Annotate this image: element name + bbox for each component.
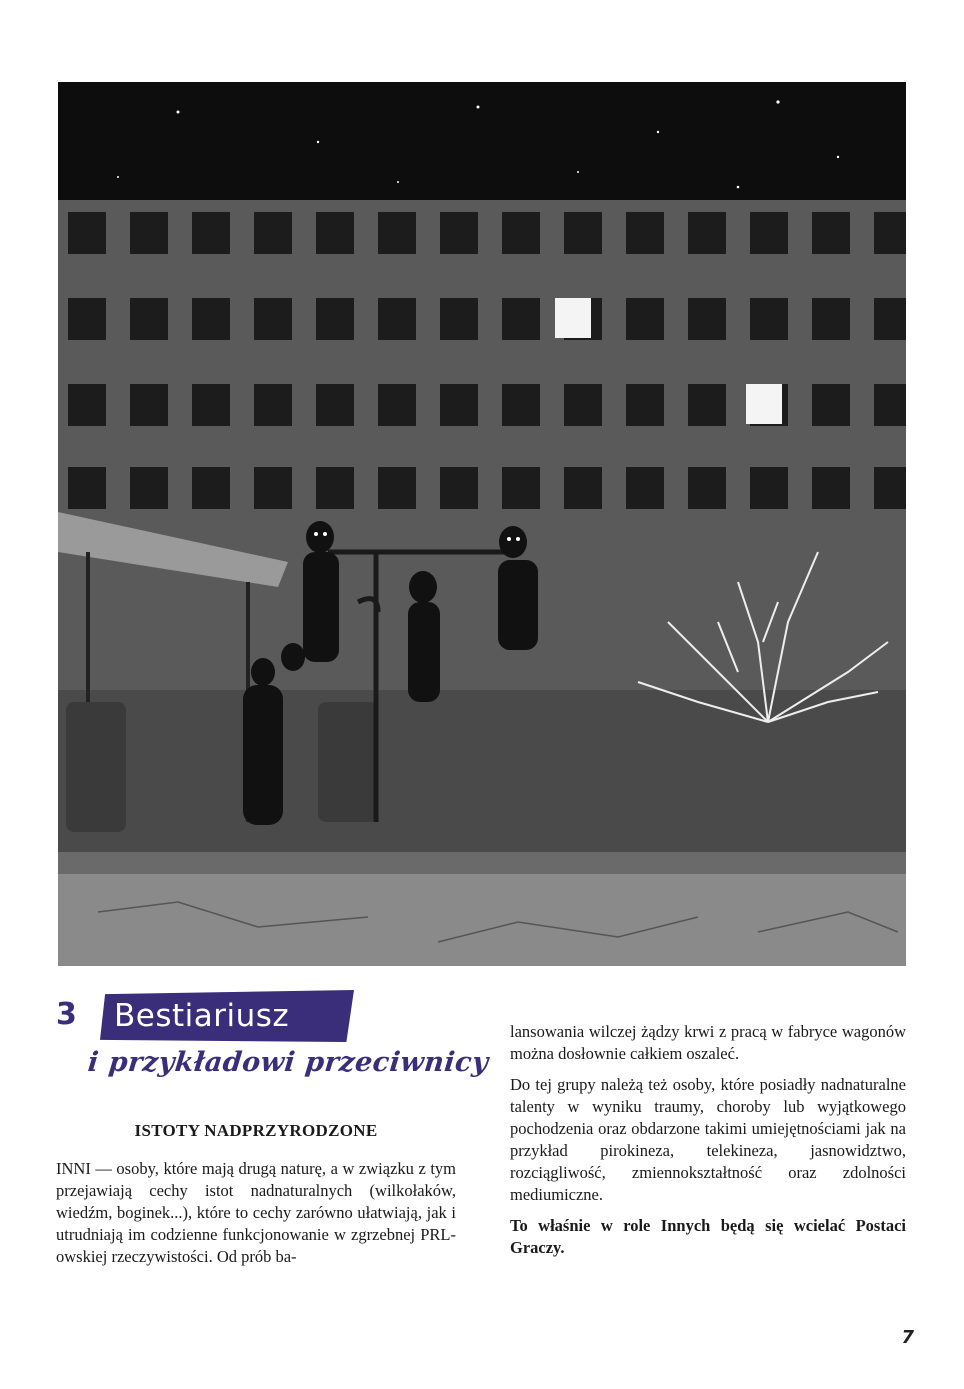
window xyxy=(874,212,906,254)
window xyxy=(626,467,664,509)
window xyxy=(502,467,540,509)
window xyxy=(130,212,168,254)
window xyxy=(750,467,788,509)
window xyxy=(68,212,106,254)
night-sky xyxy=(58,82,906,200)
apartment-block xyxy=(58,200,906,690)
window xyxy=(564,212,602,254)
trash-bin xyxy=(66,702,126,832)
window xyxy=(626,298,664,340)
window xyxy=(688,384,726,426)
illustration xyxy=(58,82,906,966)
window xyxy=(192,298,230,340)
window xyxy=(316,467,354,509)
window xyxy=(688,298,726,340)
window xyxy=(192,212,230,254)
emphasis-paragraph: To właśnie w role Innych będą się wcielać Postaci Graczy. xyxy=(510,1216,906,1257)
window xyxy=(626,212,664,254)
window xyxy=(812,212,850,254)
window xyxy=(874,467,906,509)
chapter-title: Bestiariusz xyxy=(114,998,290,1034)
window xyxy=(130,298,168,340)
lit-window xyxy=(746,384,782,424)
window xyxy=(68,384,106,426)
window xyxy=(440,212,478,254)
chapter-number: 3 xyxy=(56,997,77,1032)
window xyxy=(440,467,478,509)
window xyxy=(440,298,478,340)
window xyxy=(130,384,168,426)
window xyxy=(812,384,850,426)
window xyxy=(626,384,664,426)
window xyxy=(812,298,850,340)
page-number: 7 xyxy=(901,1327,914,1348)
window xyxy=(192,384,230,426)
window xyxy=(440,384,478,426)
trash-bin xyxy=(318,702,378,822)
window xyxy=(564,384,602,426)
window xyxy=(874,298,906,340)
window xyxy=(378,384,416,426)
window xyxy=(378,467,416,509)
window xyxy=(502,298,540,340)
night-housing-block-illustration xyxy=(58,82,906,966)
window xyxy=(502,384,540,426)
curb xyxy=(58,852,906,874)
body-paragraph: INNI — osoby, które mają drugą naturę, a w związku z tym przejawiają cechy istot nadnaturalnych (wilkołaków, wiedźm, boginek...), które to cechy zarówno ułatwiają, jak i utrudniają im codzienne funkcjonowanie w zgrzebnej PRL-owskiej rzeczywistości. Od prób ba- xyxy=(56,1159,456,1266)
window xyxy=(688,212,726,254)
body-paragraph: lansowania wilczej żądzy krwi z pracą w fabryce wagonów można dosłownie całkiem oszaleć. xyxy=(510,1022,906,1063)
window xyxy=(750,298,788,340)
window xyxy=(254,298,292,340)
chapter-subtitle: i przykładowi przeciwnicy xyxy=(86,1047,490,1078)
left-column xyxy=(56,1158,456,1277)
window xyxy=(68,467,106,509)
window xyxy=(750,212,788,254)
window xyxy=(316,212,354,254)
window xyxy=(254,384,292,426)
window xyxy=(316,298,354,340)
window xyxy=(378,298,416,340)
window xyxy=(812,467,850,509)
right-column xyxy=(510,1021,906,1268)
section-heading: ISTOTY NADPRZYRODZONE xyxy=(134,1121,378,1140)
window xyxy=(378,212,416,254)
window xyxy=(688,467,726,509)
window xyxy=(874,384,906,426)
window xyxy=(316,384,354,426)
lit-window xyxy=(555,298,591,338)
window xyxy=(254,467,292,509)
window xyxy=(68,298,106,340)
window xyxy=(192,467,230,509)
pavement xyxy=(58,874,906,966)
window xyxy=(130,467,168,509)
window xyxy=(502,212,540,254)
window xyxy=(254,212,292,254)
body-paragraph: Do tej grupy należą też osoby, które posiadły nadnaturalne talenty w wyniku traumy, choroby lub wyjątkowego pochodzenia oraz obdarzone takimi umiejętnościami jak na przykład pirokineza, telekineza, jasnowidztwo, rozciągliwość, zmiennokształtność oraz zdolności mediumiczne. xyxy=(510,1075,906,1204)
window xyxy=(564,467,602,509)
